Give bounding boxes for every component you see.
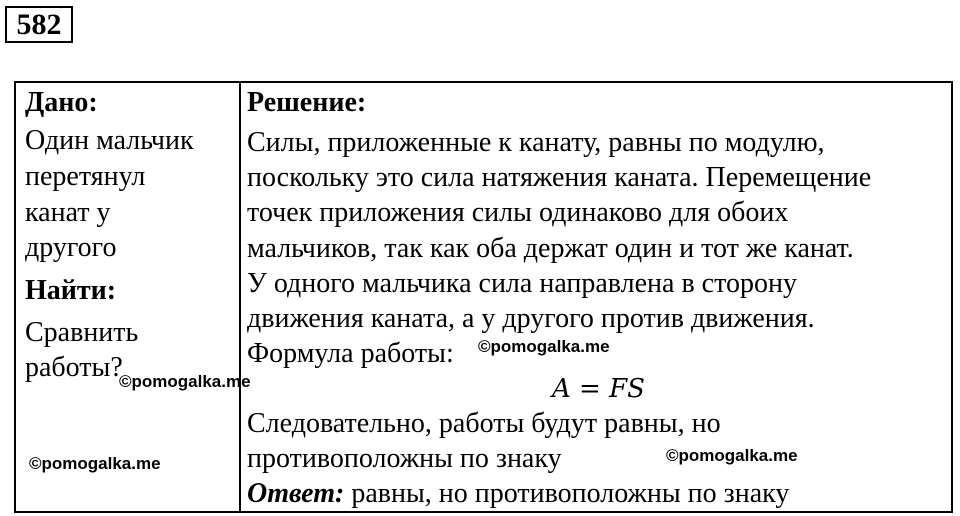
solution-line: движения каната, а у другого против движения.	[247, 303, 815, 334]
conclusion-line: противоположны по знаку	[247, 443, 562, 474]
solution-line: Формула работы:	[247, 338, 454, 369]
answer-line	[247, 477, 789, 511]
task-table	[14, 81, 953, 513]
given-column	[15, 82, 251, 512]
solution-column	[240, 82, 952, 512]
work-formula: A = FS	[552, 374, 645, 404]
given-line: канат у	[25, 197, 111, 228]
answer-text: равны, но противоположны по знаку	[344, 478, 790, 509]
given-line: перетянул	[25, 161, 146, 192]
answer-label: Ответ:	[247, 478, 345, 509]
given-line: Один мальчик	[25, 125, 194, 156]
conclusion-line: Следовательно, работы будут равны, но	[247, 408, 721, 439]
find-header: Найти:	[25, 275, 117, 306]
problem-number: 582	[5, 6, 73, 43]
watermark: ©pomogalka.me	[119, 372, 251, 391]
watermark: ©pomogalka.me	[29, 454, 161, 473]
solution-line: точек приложения силы одинаково для обоих	[247, 197, 789, 228]
watermark: ©pomogalka.me	[666, 446, 798, 465]
solution-line: Силы, приложенные к канату, равны по модулю,	[247, 127, 825, 158]
given-line: другого	[25, 232, 117, 263]
given-header: Дано:	[25, 87, 98, 118]
find-line: Сравнить	[25, 317, 139, 348]
find-line: работы?	[25, 352, 123, 383]
solution-line: мальчиков, так как оба держат один и тот же канат.	[247, 233, 854, 264]
watermark: ©pomogalka.me	[478, 337, 610, 356]
solution-header: Решение:	[247, 87, 367, 118]
solution-line: У одного мальчика сила направлена в сторону	[247, 268, 797, 299]
solution-line: поскольку это сила натяжения каната. Перемещение	[247, 162, 872, 193]
